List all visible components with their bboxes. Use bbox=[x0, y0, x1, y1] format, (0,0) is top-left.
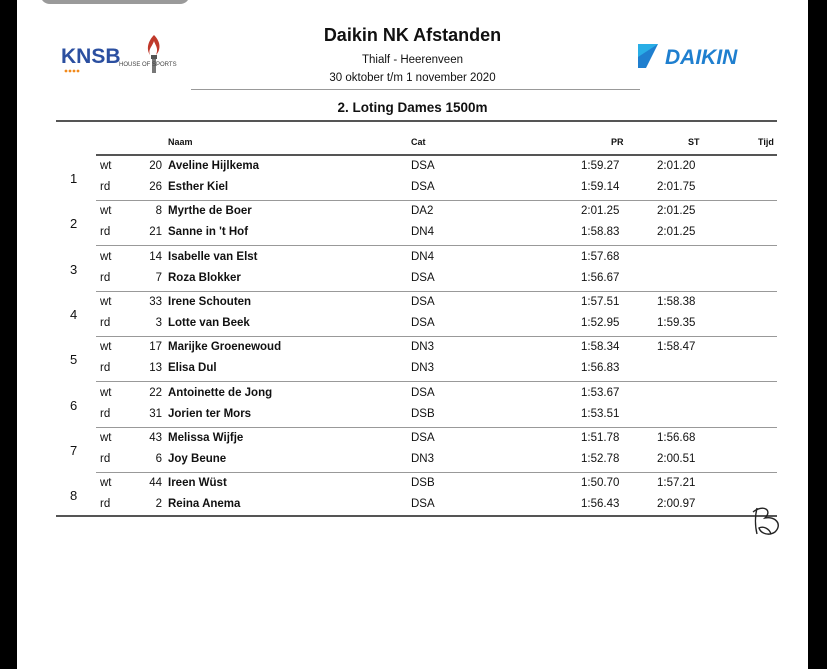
lane: wt bbox=[100, 250, 112, 263]
skater-category: DSA bbox=[411, 386, 435, 399]
skater-category: DSA bbox=[411, 181, 435, 193]
skater-name: Irene Schouten bbox=[168, 295, 252, 308]
skater-st: 2:01.20 bbox=[657, 160, 696, 172]
skater-number: 33 bbox=[149, 295, 162, 308]
skater-pr: 1:59.14 bbox=[581, 181, 620, 193]
skater-category: DN3 bbox=[411, 362, 435, 375]
heat-row bbox=[56, 247, 777, 292]
skater-category: DSA bbox=[411, 271, 435, 284]
heat-number: 8 bbox=[70, 488, 78, 504]
skater-number: 8 bbox=[155, 205, 162, 218]
skater-name: Jorien ter Mors bbox=[168, 407, 252, 420]
skater-pr: 1:56.83 bbox=[581, 362, 620, 375]
col-header-st: ST bbox=[688, 137, 700, 147]
skater-pr: 1:57.68 bbox=[581, 250, 620, 263]
skater-pr: 1:57.51 bbox=[581, 295, 620, 308]
skater-st: 2:01.25 bbox=[657, 205, 696, 218]
result-sheet bbox=[17, 0, 808, 669]
lane: rd bbox=[100, 316, 111, 329]
house-of-sports-logo-text: HOUSE OF SPORTS bbox=[119, 62, 177, 68]
event-dates: 30 oktober t/m 1 november 2020 bbox=[329, 72, 496, 84]
skater-category: DSB bbox=[411, 407, 435, 420]
heat-row bbox=[56, 337, 777, 382]
heat-number: 1 bbox=[70, 171, 78, 186]
skater-pr: 1:56.67 bbox=[581, 271, 620, 284]
col-header-time: Tijd bbox=[758, 137, 774, 147]
heat-number: 5 bbox=[70, 352, 78, 368]
heat-number: 3 bbox=[70, 261, 78, 277]
skater-number: 26 bbox=[149, 181, 162, 193]
skater-category: DN3 bbox=[411, 341, 435, 354]
skater-number: 13 bbox=[149, 362, 162, 375]
skater-name: Sanne in 't Hof bbox=[168, 226, 249, 239]
skater-pr: 1:50.70 bbox=[581, 477, 620, 490]
skater-pr: 2:01.25 bbox=[581, 205, 620, 218]
header-divider bbox=[191, 89, 640, 90]
lane: rd bbox=[100, 498, 111, 511]
skater-name: Reina Anema bbox=[168, 498, 241, 511]
heat-number: 2 bbox=[70, 216, 78, 232]
heat-row bbox=[56, 292, 777, 337]
skater-st: 2:01.75 bbox=[657, 181, 696, 193]
skater-name: Marijke Groenewoud bbox=[168, 341, 282, 354]
heat-row bbox=[56, 156, 777, 201]
skater-pr: 1:59.27 bbox=[581, 160, 620, 172]
skater-category: DSA bbox=[411, 431, 435, 444]
venue: Thialf - Heerenveen bbox=[362, 54, 463, 66]
heat-number: 4 bbox=[70, 306, 78, 322]
skater-st: 2:00.51 bbox=[657, 452, 696, 465]
skater-name: Lotte van Beek bbox=[168, 316, 250, 329]
skater-number: 22 bbox=[149, 386, 162, 399]
skater-pr: 1:53.67 bbox=[581, 386, 620, 399]
lane: rd bbox=[100, 407, 111, 420]
lane: wt bbox=[100, 341, 112, 354]
skater-pr: 1:56.43 bbox=[581, 498, 620, 511]
skater-category: DN4 bbox=[411, 250, 435, 263]
lane: rd bbox=[100, 271, 111, 284]
skater-category: DN3 bbox=[411, 452, 435, 465]
table-bottom-rule bbox=[56, 515, 777, 517]
skater-st: 1:58.38 bbox=[657, 295, 696, 308]
lane: rd bbox=[100, 362, 111, 375]
table-top-rule bbox=[56, 120, 777, 122]
page-title: Daikin NK Afstanden bbox=[323, 25, 502, 45]
lane: wt bbox=[100, 160, 112, 172]
skater-st: 2:00.97 bbox=[657, 498, 696, 511]
knsb-logo-text: KNSB bbox=[61, 45, 121, 68]
skater-number: 20 bbox=[149, 160, 162, 172]
col-header-pr: PR bbox=[611, 137, 624, 147]
lane: wt bbox=[100, 477, 112, 490]
skater-name: Antoinette de Jong bbox=[168, 386, 273, 399]
skater-name: Aveline Hijlkema bbox=[168, 160, 259, 172]
lane: wt bbox=[100, 386, 112, 399]
heat-number: 6 bbox=[70, 397, 78, 413]
skater-st: 1:59.35 bbox=[657, 316, 696, 329]
skater-pr: 1:52.95 bbox=[581, 316, 620, 329]
skater-pr: 1:53.51 bbox=[581, 407, 620, 420]
race-title: 2. Loting Dames 1500m bbox=[337, 100, 488, 115]
lane: rd bbox=[100, 181, 111, 193]
heat-row bbox=[56, 428, 777, 473]
skater-number: 7 bbox=[155, 271, 162, 284]
skater-name: Myrthe de Boer bbox=[168, 205, 252, 218]
skater-number: 17 bbox=[149, 341, 162, 354]
skater-category: DSA bbox=[411, 316, 435, 329]
col-header-cat: Cat bbox=[411, 137, 426, 147]
skater-st: 1:56.68 bbox=[657, 431, 696, 444]
skater-number: 31 bbox=[149, 407, 162, 420]
daikin-logo-text: DAIKIN bbox=[665, 46, 738, 69]
skater-number: 6 bbox=[155, 452, 162, 465]
skater-pr: 1:58.34 bbox=[581, 341, 620, 354]
lane: wt bbox=[100, 205, 112, 218]
skater-category: DSA bbox=[411, 160, 435, 172]
skater-pr: 1:51.78 bbox=[581, 431, 620, 444]
skater-pr: 1:52.78 bbox=[581, 452, 620, 465]
skater-name: Esther Kiel bbox=[168, 181, 229, 193]
window-tab bbox=[40, 0, 190, 4]
skater-category: DN4 bbox=[411, 226, 435, 239]
col-header-name: Naam bbox=[168, 137, 193, 147]
skater-name: Isabelle van Elst bbox=[168, 250, 258, 263]
signature bbox=[749, 502, 785, 538]
lane: wt bbox=[100, 295, 112, 308]
lane: rd bbox=[100, 452, 111, 465]
skater-st: 1:57.21 bbox=[657, 477, 696, 490]
skater-category: DSB bbox=[411, 477, 435, 490]
skater-st: 2:01.25 bbox=[657, 226, 696, 239]
skater-category: DA2 bbox=[411, 205, 434, 218]
skater-pr: 1:58.83 bbox=[581, 226, 620, 239]
skater-number: 21 bbox=[149, 226, 162, 239]
skater-number: 14 bbox=[149, 250, 162, 263]
skater-name: Melissa Wijfje bbox=[168, 431, 244, 444]
skater-number: 43 bbox=[149, 431, 162, 444]
skater-name: Elisa Dul bbox=[168, 362, 217, 375]
skater-category: DSA bbox=[411, 498, 435, 511]
skater-st: 1:58.47 bbox=[657, 341, 696, 354]
skater-number: 44 bbox=[149, 477, 162, 490]
skater-name: Ireen Wüst bbox=[168, 477, 227, 490]
skater-category: DSA bbox=[411, 295, 435, 308]
lane: wt bbox=[100, 431, 112, 444]
skater-name: Joy Beune bbox=[168, 452, 227, 465]
skater-name: Roza Blokker bbox=[168, 271, 241, 284]
skater-number: 3 bbox=[155, 316, 162, 329]
heat-number: 7 bbox=[70, 442, 78, 458]
skater-number: 2 bbox=[155, 498, 162, 511]
heat-row bbox=[56, 473, 777, 518]
lane: rd bbox=[100, 226, 111, 239]
heat-row bbox=[56, 201, 777, 246]
heat-row bbox=[56, 383, 777, 428]
